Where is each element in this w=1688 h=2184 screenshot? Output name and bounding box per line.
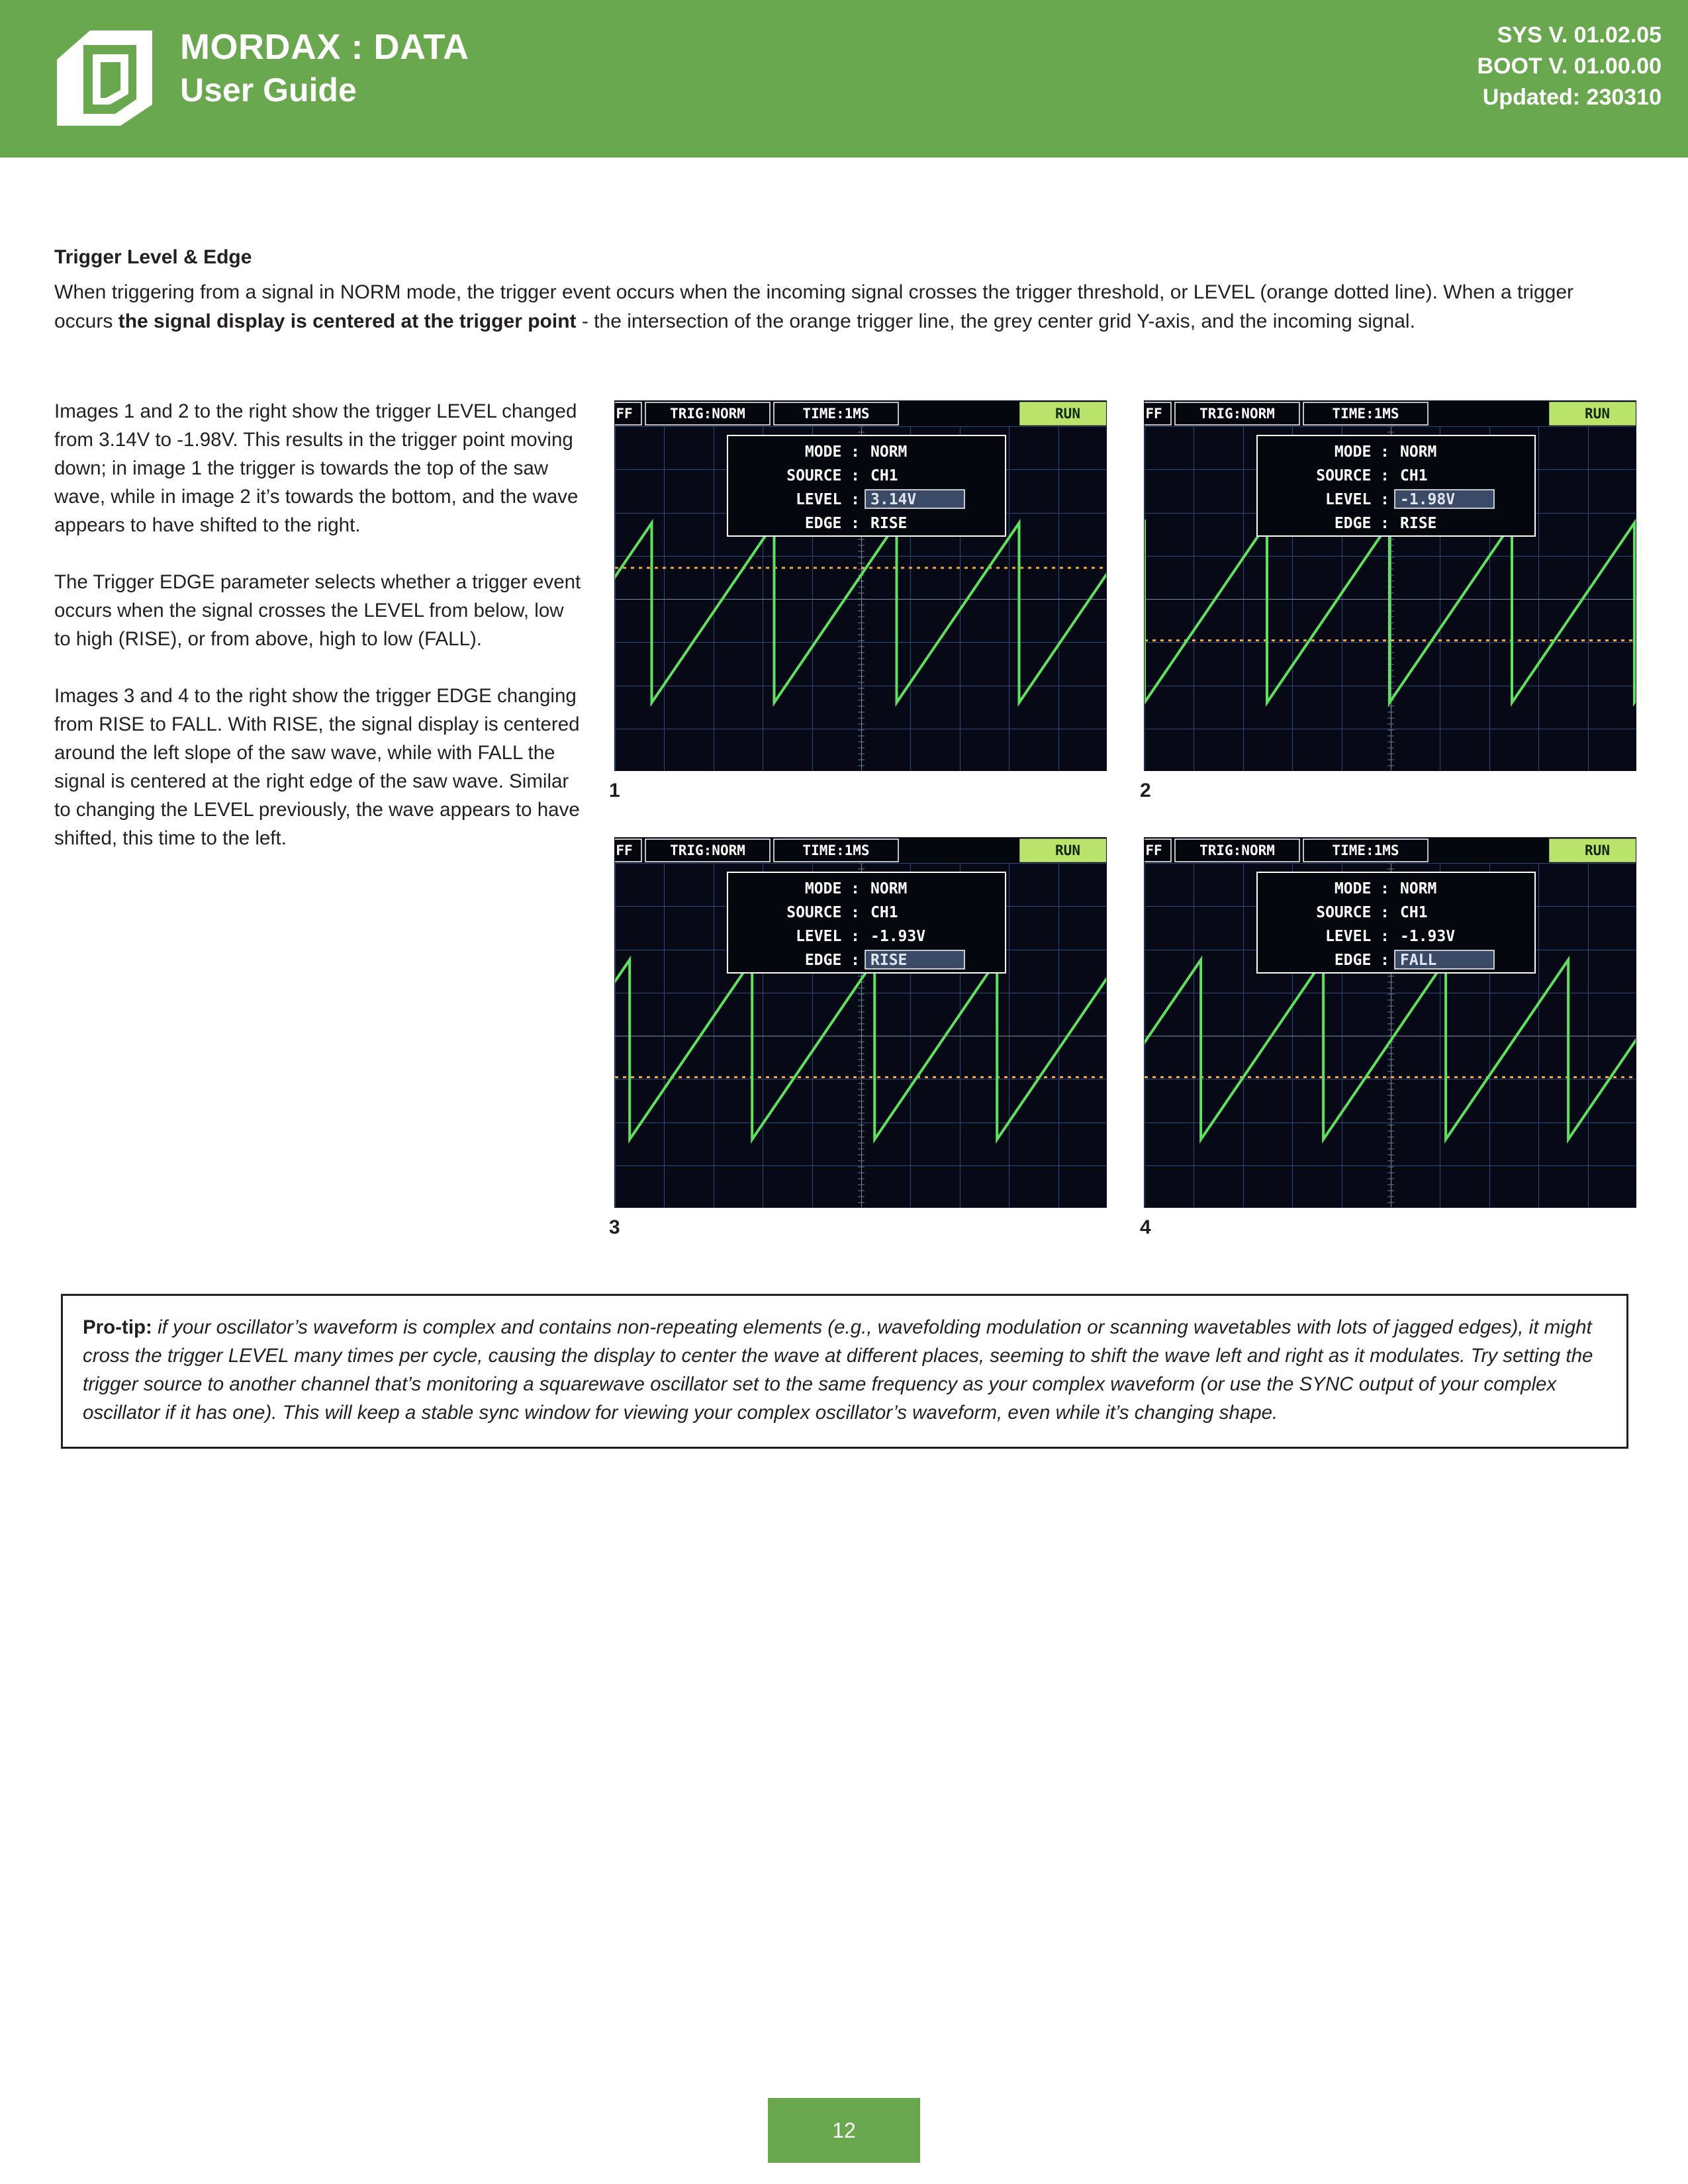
svg-text:TIME:1MS: TIME:1MS: [802, 842, 870, 858]
document-type: User Guide: [180, 71, 357, 109]
svg-text:LEVEL :: LEVEL :: [796, 928, 860, 945]
svg-text:EDGE :: EDGE :: [804, 515, 860, 532]
scope-screenshot-3: [614, 837, 1107, 1208]
svg-text:NORM: NORM: [1400, 443, 1437, 461]
figure-caption: 3: [609, 1216, 620, 1238]
svg-text:SOURCE :: SOURCE :: [1316, 904, 1389, 921]
svg-text:FF: FF: [616, 406, 633, 422]
intro-paragraph: [54, 278, 1636, 336]
scope-screenshot-1: [614, 400, 1107, 771]
intro-part2: - the intersection of the orange trigger line, the grey center grid Y-axis, and the incoming signal.: [576, 310, 1415, 332]
svg-text:EDGE :: EDGE :: [1334, 515, 1389, 532]
scope-screenshot-2: [1144, 400, 1636, 771]
svg-text:-1.98V: -1.98V: [1400, 491, 1456, 508]
updated-date: Updated: 230310: [1482, 85, 1662, 110]
svg-text:NORM: NORM: [870, 880, 908, 897]
svg-text:TIME:1MS: TIME:1MS: [802, 406, 870, 422]
svg-text:LEVEL :: LEVEL :: [1325, 928, 1389, 945]
left-column: [54, 397, 584, 852]
svg-text:RISE: RISE: [870, 515, 908, 532]
svg-text:TRIG:NORM: TRIG:NORM: [1199, 842, 1275, 858]
page-number: 12: [832, 2118, 856, 2142]
version-block: [1477, 20, 1662, 113]
svg-text:TRIG:NORM: TRIG:NORM: [1199, 406, 1275, 422]
page-header: [0, 0, 1688, 158]
svg-text:FALL: FALL: [1400, 952, 1437, 969]
paragraph-1: Images 1 and 2 to the right show the trigger LEVEL changed from 3.14V to -1.98V. This results in the trigger point moving down; in image 1 the trigger is towards the top of the saw wave, while in image 2 it’s towards the bottom, and the wave appears to have shifted to the right.: [54, 400, 579, 536]
svg-text:RUN: RUN: [1055, 406, 1080, 422]
svg-text:-1.93V: -1.93V: [1400, 928, 1456, 945]
svg-text:NORM: NORM: [870, 443, 908, 461]
pro-tip-label: Pro-tip:: [83, 1316, 152, 1338]
svg-text:RUN: RUN: [1585, 406, 1610, 422]
svg-text:LEVEL :: LEVEL :: [1325, 491, 1389, 508]
svg-text:TIME:1MS: TIME:1MS: [1332, 406, 1399, 422]
svg-text:SOURCE :: SOURCE :: [786, 467, 860, 484]
mordax-logo-icon: [52, 25, 158, 131]
svg-text:TRIG:NORM: TRIG:NORM: [670, 406, 745, 422]
svg-text:CH1: CH1: [870, 904, 898, 921]
figure-caption: 1: [609, 780, 620, 801]
svg-text:RISE: RISE: [870, 952, 908, 969]
svg-text:FF: FF: [1145, 842, 1162, 858]
svg-text:MODE :: MODE :: [804, 880, 860, 897]
intro-part1: When triggering from a signal in NORM mode, the trigger event occurs when the incoming signal crosses the trigger threshold, or LEVEL (orange dotted line). When a trigger occurs: [54, 281, 1574, 332]
paragraph-2: The Trigger EDGE parameter selects whether a trigger event occurs when the signal crosses the LEVEL from below, low to high (RISE), or from above, high to low (FALL).: [54, 571, 581, 650]
svg-text:MODE :: MODE :: [1334, 880, 1389, 897]
paragraph-3: Images 3 and 4 to the right show the trigger EDGE changing from RISE to FALL. With RISE, the signal display is centered around the left slope of the saw wave, while with FALL the signal is centered at the right edge of the saw wave. Similar to changing the LEVEL previously, the wave appears to have shifted, this time to the left.: [54, 685, 580, 849]
svg-text:SOURCE :: SOURCE :: [1316, 467, 1389, 484]
svg-text:FF: FF: [1145, 406, 1162, 422]
svg-text:MODE :: MODE :: [804, 443, 860, 461]
page-title: Trigger Level & Edge: [54, 246, 252, 268]
svg-text:LEVEL :: LEVEL :: [796, 491, 860, 508]
svg-text:RUN: RUN: [1055, 842, 1080, 858]
boot-version: BOOT V. 01.00.00: [1477, 54, 1662, 79]
header-title: [180, 25, 469, 111]
svg-text:FF: FF: [616, 842, 633, 858]
scope-screenshot-4: [1144, 837, 1636, 1208]
svg-text:RUN: RUN: [1585, 842, 1610, 858]
svg-text:EDGE :: EDGE :: [1334, 952, 1389, 969]
svg-text:SOURCE :: SOURCE :: [786, 904, 860, 921]
svg-text:CH1: CH1: [1400, 904, 1428, 921]
pro-tip-box: [61, 1294, 1628, 1449]
svg-text:MODE :: MODE :: [1334, 443, 1389, 461]
svg-text:TRIG:NORM: TRIG:NORM: [670, 842, 745, 858]
pro-tip-text: if your oscillator’s waveform is complex and contains non-repeating elements (e.g., wavefolding modulation or scanning wavetables with lots of jagged edges), it might cross the trigger LEVEL many times per cycle, causing the display to center the wave at different places, seeming to shift the wave left and right as it modulates. Try setting the trigger source to another channel that’s monitoring a squarewave oscillator set to the same frequency as your complex waveform (or use the SYNC output of your complex oscillator if it has one). This will keep a stable sync window for viewing your complex oscillator’s waveform, even while it’s changing shape.: [83, 1316, 1593, 1424]
svg-text:CH1: CH1: [870, 467, 898, 484]
svg-text:EDGE :: EDGE :: [804, 952, 860, 969]
svg-text:3.14V: 3.14V: [870, 491, 917, 508]
figure-caption: 2: [1140, 780, 1151, 801]
svg-text:RISE: RISE: [1400, 515, 1437, 532]
sys-version: SYS V. 01.02.05: [1497, 23, 1662, 48]
svg-text:TIME:1MS: TIME:1MS: [1332, 842, 1399, 858]
product-name: MORDAX : DATA: [180, 27, 469, 67]
intro-bold: the signal display is centered at the trigger point: [118, 310, 577, 332]
page-number-badge: [768, 2098, 920, 2163]
svg-text:NORM: NORM: [1400, 880, 1437, 897]
figure-caption: 4: [1140, 1216, 1151, 1238]
svg-text:-1.93V: -1.93V: [870, 928, 926, 945]
svg-text:CH1: CH1: [1400, 467, 1428, 484]
